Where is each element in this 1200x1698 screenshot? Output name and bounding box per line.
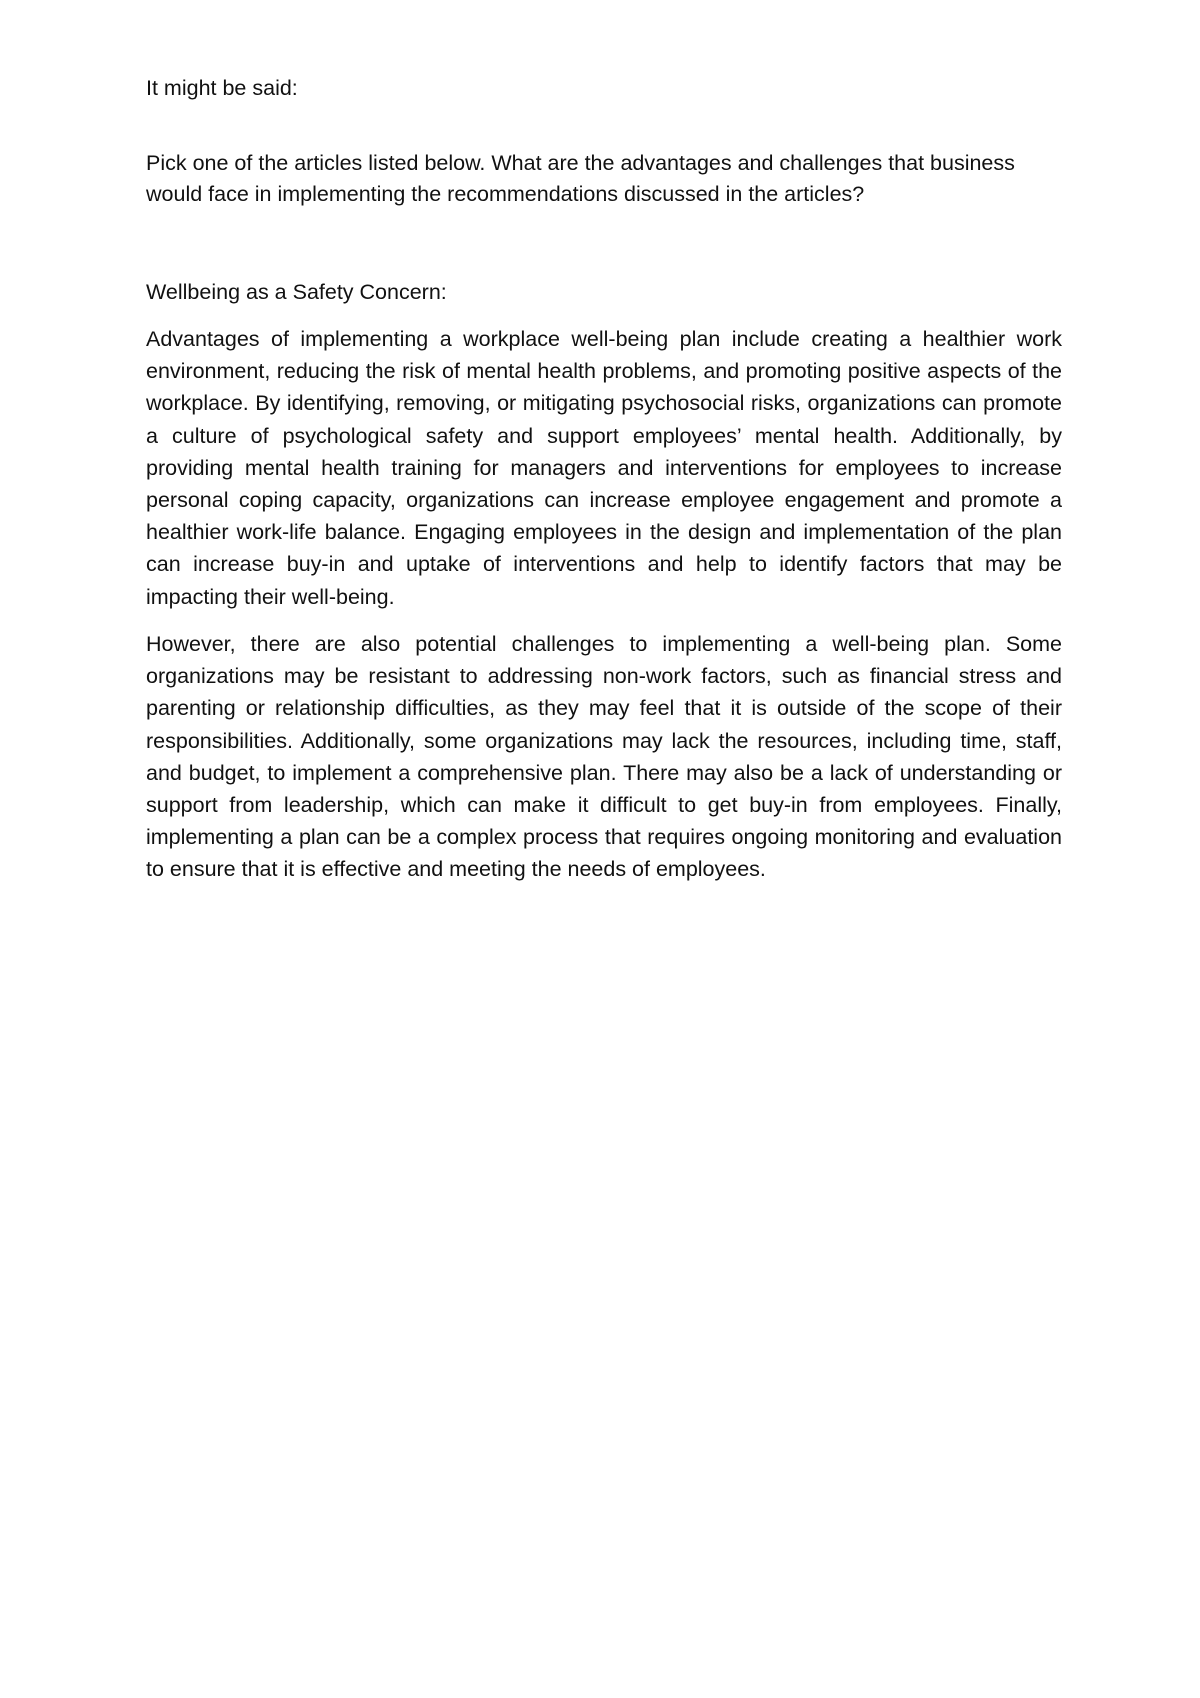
section-heading: Wellbeing as a Safety Concern: xyxy=(146,280,447,304)
intro-line: It might be said: xyxy=(146,76,298,100)
assignment-question: Pick one of the articles listed below. What are the advantages and challenges that business would face in implementing the recommendations discussed in the articles? xyxy=(146,151,1015,206)
advantages-paragraph: Advantages of implementing a workplace well-being plan include creating a healthier work environment, reducing the risk of mental health problems, and promoting positive aspects of the workplace. By identifying, removing, or mitigating psychosocial risks, organizations can promote a culture of psychological safety and support employees’ mental health. Additionally, by providing mental health training for managers and interventions for employees to increase personal coping capacity, organizations can increase employee engagement and promote a healthier work-life balance. Engaging employees in the design and implementation of the plan can increase buy-in and uptake of interventions and help to identify factors that may be impacting their well-being. xyxy=(146,327,1062,609)
challenges-paragraph: However, there are also potential challenges to implementing a well-being plan. Some organizations may be resistant to addressing non-work factors, such as financial stress and parenting or relationship difficulties, as they may feel that it is outside of the scope of their responsibilities. Additionally, some organizations may lack the resources, including time, staff, and budget, to implement a comprehensive plan. There may also be a lack of understanding or support from leadership, which can make it difficult to get buy-in from employees. Finally, implementing a plan can be a complex process that requires ongoing monitoring and evaluation to ensure that it is effective and meeting the needs of employees. xyxy=(146,632,1062,882)
